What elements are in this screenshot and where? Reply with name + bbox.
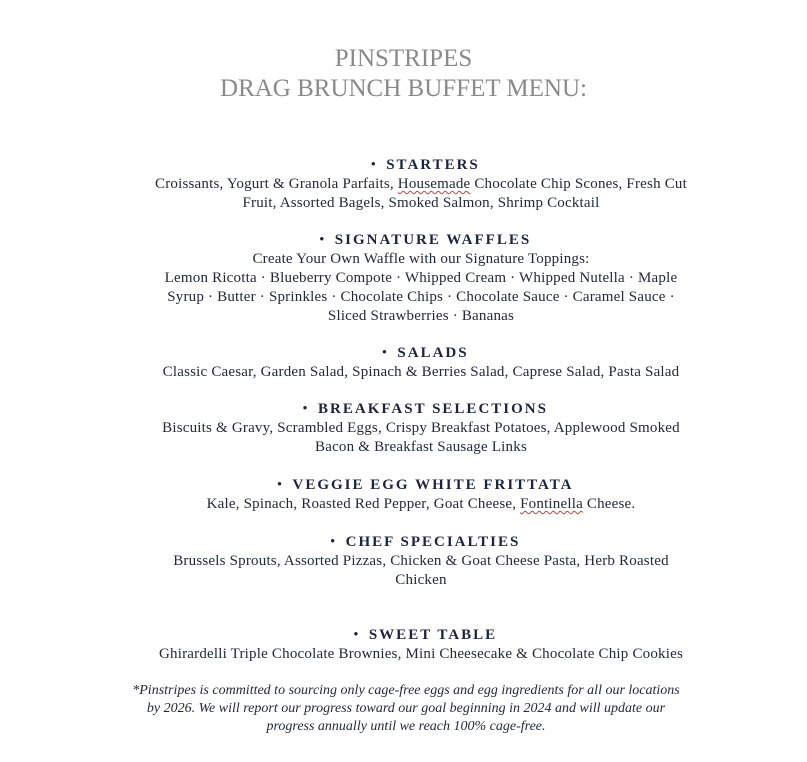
- bullet-icon: •: [370, 156, 378, 171]
- section-sweet-table: [100, 624, 742, 664]
- bullet-icon: •: [330, 533, 337, 548]
- section-items: Ghirardelli Triple Chocolate Brownies, Mini Cheesecake & Chocolate Chip Cookies: [158, 646, 684, 662]
- bullet-icon: •: [353, 626, 361, 641]
- spellcheck-flag: Fontinella: [520, 496, 583, 512]
- section-heading: • STARTERS: [100, 154, 742, 175]
- section-items: Brussels Sprouts, Assorted Pizzas, Chicken & Goat Cheese Pasta, Herb Roasted Chicken: [173, 553, 669, 588]
- section-heading: • SWEET TABLE: [100, 624, 742, 645]
- menu-subtitle: DRAG BRUNCH BUFFET MENU:: [220, 75, 587, 102]
- section-heading: • SALADS: [100, 342, 742, 363]
- bullet-icon: •: [302, 400, 310, 415]
- section-heading: • CHEF SPECIALTIES: [100, 531, 742, 552]
- bullet-icon: •: [382, 344, 389, 359]
- section-items: Create Your Own Waffle with our Signature Toppings: Lemon Ricotta · Blueberry Compote · Whipped Cream · Whipped Nutella · Maple Syrup · Butter · Sprinkles · Chocolate Chips · Chocolate Sauce · Caramel Sauce · Sliced Strawberries · Bananas: [164, 251, 678, 324]
- section-chef-specialties: [100, 531, 742, 590]
- section-salads: [100, 342, 742, 382]
- section-frittata: [100, 474, 742, 514]
- spellcheck-flag: Housemade: [397, 176, 471, 192]
- section-heading: • VEGGIE EGG WHITE FRITTATA: [100, 474, 742, 495]
- section-items: Croissants, Yogurt & Granola Parfaits, Housemade Chocolate Chip Scones, Fresh Cut Fruit, Assorted Bagels, Smoked Salmon, Shrimp Cocktail: [154, 176, 687, 211]
- bullet-icon: •: [277, 476, 284, 491]
- section-items: Classic Caesar, Garden Salad, Spinach & Berries Salad, Caprese Salad, Pasta Salad: [162, 364, 680, 380]
- section-waffles: [100, 229, 742, 326]
- section-starters: [100, 154, 742, 213]
- cage-free-footnote: *Pinstripes is committed to sourcing only cage-free eggs and egg ingredients for all our locations by 2026. We will report our progress toward our goal beginning in 2024 and will update our progress annually until we reach 100% cage-free.: [132, 683, 680, 734]
- bullet-icon: •: [319, 231, 327, 246]
- section-heading: • BREAKFAST SELECTIONS: [100, 398, 742, 419]
- section-breakfast: [100, 398, 742, 457]
- section-items: Biscuits & Gravy, Scrambled Eggs, Crispy Breakfast Potatoes, Applewood Smoked Bacon & Breakfast Sausage Links: [162, 420, 680, 455]
- menu-title: [0, 44, 807, 104]
- section-heading: • SIGNATURE WAFFLES: [100, 229, 742, 250]
- section-items: Kale, Spinach, Roasted Red Pepper, Goat Cheese, Fontinella Cheese.: [206, 496, 636, 512]
- restaurant-name: PINSTRIPES: [334, 45, 473, 72]
